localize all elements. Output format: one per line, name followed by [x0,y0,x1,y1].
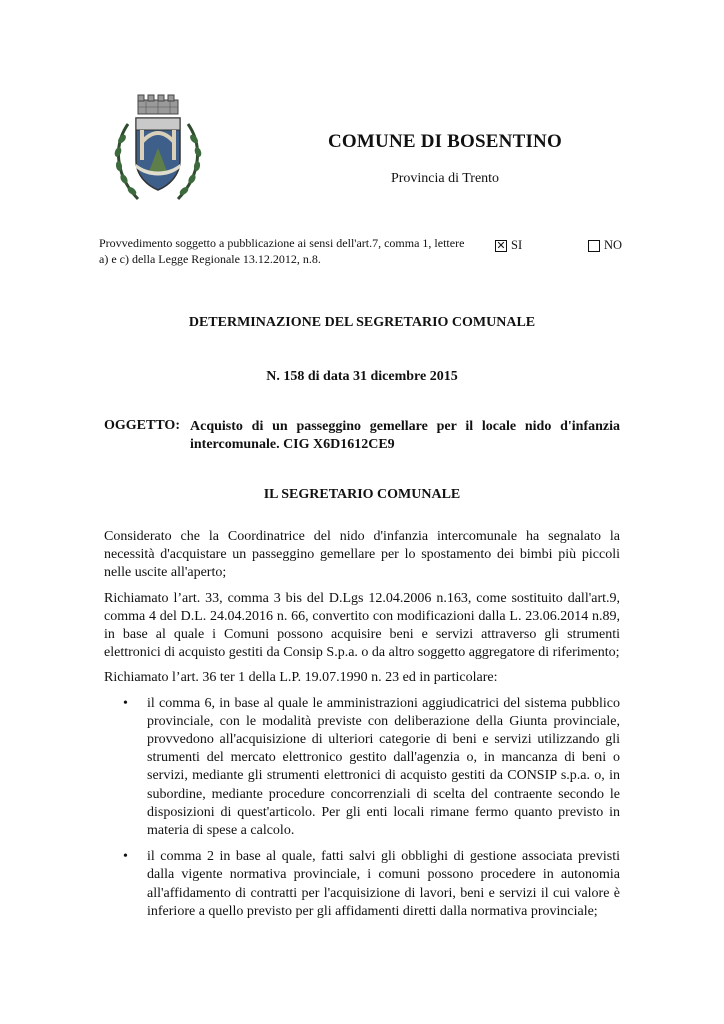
comune-title: COMUNE DI BOSENTINO [328,131,562,152]
document-body [104,528,620,929]
list-item [104,695,620,841]
oggetto-text: Acquisto di un passeggino gemellare per il locale nido d'infanzia intercomunale. CIG X6D1612CE9 [190,419,620,452]
option-no-label: NO [604,238,623,252]
list-item-text: il comma 6, in base al quale le amministrazioni aggiudicatrici del sistema pubblico provinciale, con le modalità previste con deliberazione della Giunta provinciale, provvedono all'acquisizione di ulteriori categorie di beni e servizi utilizzando gli strumenti del mercato elettronico gestito dall'agenzia o, in mancanza di beni o servizi, mediante gli strumenti elettronici di acquisto gestiti da CONSIP s.p.a. o, in subordine, mediante procedure concorrenziali di scelta del contraente secondo le disposizioni di quest'articolo. Per gli enti locali rimane fermo quanto previsto in materia di spese a calcolo. [147,695,620,839]
provincia-subtitle: Provincia di Trento [390,171,500,186]
paragraph: Richiamato l’art. 33, comma 3 bis del D.Lgs 12.04.2006 n.163, come sostituito dall'art.9, comma 4 del D.L. 24.04.2016 n. 66, convertito con modificazioni dalla L. 23.06.2014 n.89, in base al quale i Comuni possono acquisire beni e servizi attraverso gli strumenti elettronici di acquisto gestiti da Consip S.p.a. o da altro soggetto aggregatore di riferimento; [104,590,620,661]
checked-checkbox-icon: ✕ [496,239,506,252]
paragraph: Considerato che la Coordinatrice del nido d'infanzia intercomunale ha segnalato la necessità d'acquistare un passeggino gemellare per lo spostamento dei bimbi più piccoli nelle uscite all'aperto; [104,529,620,581]
list-item [104,848,620,921]
document-number: N. 158 di data 31 dicembre 2015 [266,369,458,384]
publication-notice: Provvedimento soggetto a pubblicazione ai sensi dell'art.7, comma 1, lettere a) e c) della Legge Regionale 13.12.2012, n.8. [99,236,465,266]
option-si [495,238,522,253]
empty-checkbox-icon [588,240,600,252]
bullet-icon: • [123,849,128,865]
bullet-list [104,695,620,921]
section-heading: IL SEGRETARIO COMUNALE [263,487,461,502]
option-si-label: SI [511,238,523,252]
list-item-text: il comma 2 in base al quale, fatti salvi gli obblighi di gestione associata previsti dalla vigente normativa provinciale, i comuni possono procedere in autonomia all'affidamento di contratti per l'acquisizione di lavori, beni e servizi il cui valore è inferiore a quello previsto per gli affidamenti diretti dalla normativa provinciale; [147,849,620,919]
paragraph: Richiamato l’art. 36 ter 1 della L.P. 19.07.1990 n. 23 ed in particolare: [104,670,498,686]
document-title: DETERMINAZIONE DEL SEGRETARIO COMUNALE [188,315,536,330]
option-no [588,238,622,253]
bullet-icon: • [123,695,128,711]
oggetto-label: OGGETTO: [104,418,180,433]
coat-of-arms-logo [108,94,208,214]
